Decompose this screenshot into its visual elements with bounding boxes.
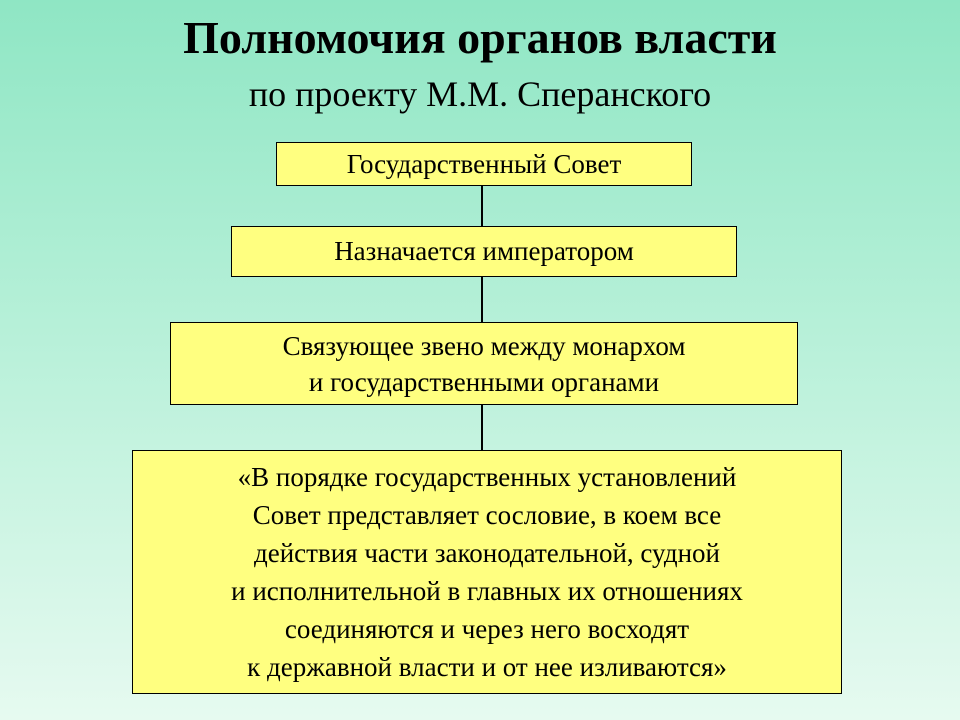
appointment-label: Назначается императором (334, 236, 634, 266)
quote-line: к державной власти и от нее изливаются» (247, 652, 727, 682)
slide-subtitle: по проекту М.М. Сперанского (248, 74, 712, 114)
quote-box (132, 450, 842, 694)
appointment-box (231, 226, 737, 277)
quote-line: и исполнительной в главных их отношениях (231, 576, 743, 606)
link-role-line: и государственными органами (308, 366, 660, 397)
quote-line: действия части законодательной, судной (254, 538, 720, 568)
connector-1-2 (481, 186, 483, 226)
quote-line: соединяются и через него восходят (284, 614, 690, 644)
link-role-line: Связующее звено между монархом (282, 330, 686, 361)
slide-title: Полномочия органов власти (183, 12, 777, 63)
quote-line: «В порядке государственных установлений (237, 462, 737, 492)
state-council-box (276, 142, 692, 186)
connector-2-3 (481, 277, 483, 322)
quote-line: Совет представляет сословие, в коем все (252, 500, 722, 530)
state-council-label: Государственный Совет (346, 148, 622, 179)
connector-3-4 (481, 405, 483, 450)
link-role-box (170, 322, 798, 405)
